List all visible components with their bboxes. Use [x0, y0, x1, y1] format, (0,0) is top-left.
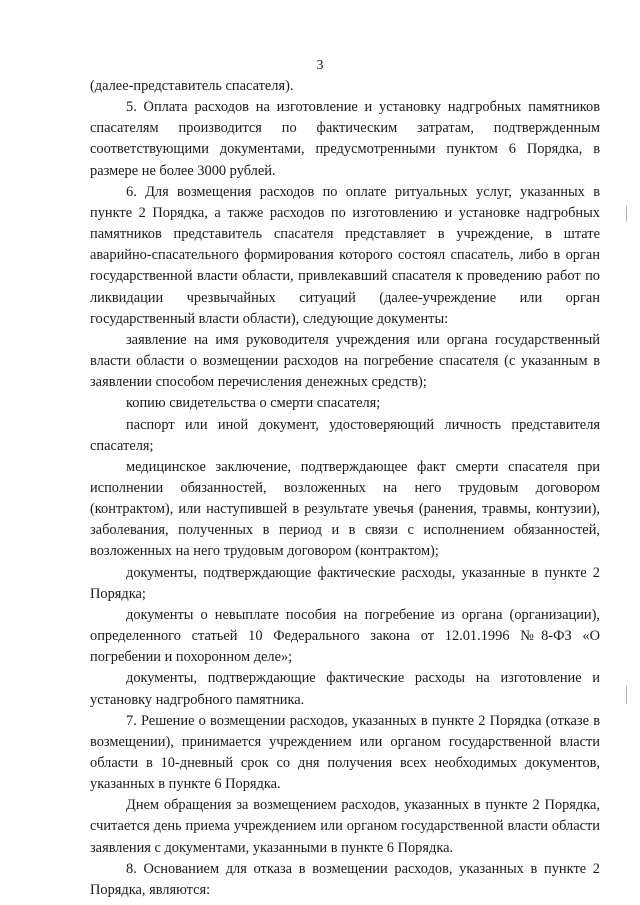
document-list-item: медицинское заключение, подтверждающее факт смерти спасателя при исполнении обязанностей, возложенных на него трудовым договором (контрактом), или наступившей в результате увечья (ранения, травмы, контузии), заболевания, полученных в период и в связи с исполнением обязанностей, возложенных на него трудовым договором (контрактом);	[90, 458, 600, 560]
paragraph-item-6: 6. Для возмещения расходов по оплате ритуальных услуг, указанных в пункте 2 Порядка, а также расходов по изготовлению и установке надгробных памятников представитель спасателя представляет в учреждение, в штате аварийно-спасательного формирования которого состоял спасатель, либо в орган государственной власти области, привлекавший спасателя к проведению работ по ликвидации чрезвычайных ситуаций (далее-учреждение или орган государственный власти области), следующие документы:	[90, 183, 600, 327]
document-list-item: документы о невыплате пособия на погребение из органа (организации), определенного статьей 10 Федерального закона от 12.01.1996 №8-ФЗ «О погребении и похоронном деле»;	[90, 606, 600, 666]
document-list-item: документы, подтверждающие фактические расходы, указанные в пункте 2 Порядка;	[90, 564, 600, 602]
page-number: 3	[316, 58, 324, 73]
paragraph-item-5: 5. Оплата расходов на изготовление и установку надгробных памятников спасателям производится по фактическим затратам, подтвержденным соответствующими документами, предусмотренными пунктом 6 Порядка, в размере не более 3000 рублей.	[90, 99, 600, 179]
document-list-item: паспорт или иной документ, удостоверяющий личность представителя спасателя;	[90, 416, 600, 454]
paragraph-application-day: Днем обращения за возмещением расходов, указанных в пункте 2 Порядка, считается день приема учреждением или органом государственной власти области заявления с документами, указанными в пункте 6 Порядка.	[90, 797, 600, 856]
scan-margin-mark	[626, 686, 627, 704]
paragraph-item-7: 7. Решение о возмещении расходов, указанных в пункте 2 Порядка (отказе в возмещении), принимается учреждением или органом государственной власти области в 10-дневный срок со дня получения всех необходимых документов, указанных в пункте 6 Порядка.	[90, 712, 600, 793]
paragraph-continuation: (далее-представитель спасателя).	[90, 78, 294, 94]
document-list-item: заявление на имя руководителя учреждения или органа государственный власти области о возмещении расходов на погребение спасателя (с указанным в заявлении способом перечисления денежных средств);	[90, 331, 600, 391]
document-body	[90, 76, 600, 901]
scan-margin-mark	[626, 206, 627, 222]
document-list-item: копию свидетельства о смерти спасателя;	[126, 395, 381, 412]
paragraph-item-8: 8. Основанием для отказа в возмещении расходов, указанных в пункте 2 Порядка, являются:	[90, 860, 600, 898]
document-list-item: документы, подтверждающие фактические расходы на изготовление и установку надгробного памятника.	[90, 670, 600, 708]
